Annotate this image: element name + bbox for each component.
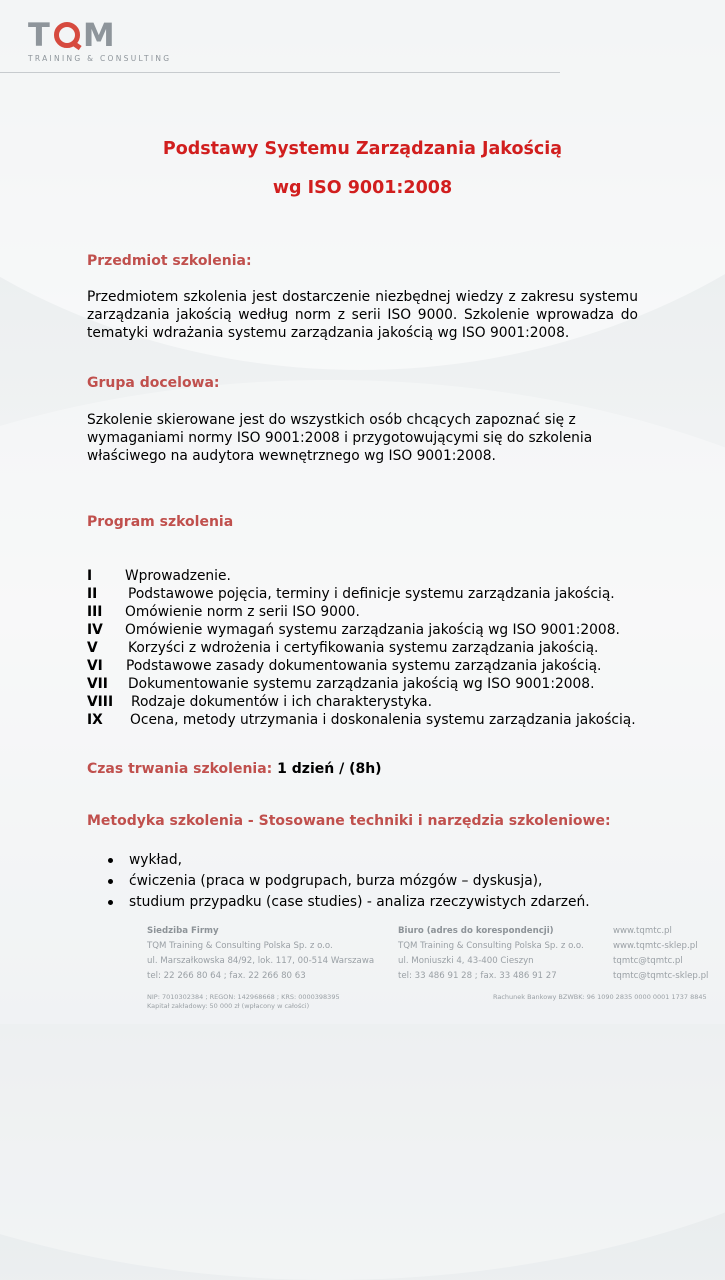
program-item-text: Ocena, metody utrzymania i doskonalenia systemu zarządzania jakością. bbox=[130, 712, 636, 728]
czas-label: Czas trwania szkolenia: bbox=[87, 761, 273, 777]
footer-contacts bbox=[613, 924, 708, 984]
header-divider bbox=[0, 72, 560, 73]
tqm-logo bbox=[28, 18, 171, 63]
program-item bbox=[87, 693, 636, 711]
program-item-number: V bbox=[87, 640, 98, 656]
program-item-text: Podstawowe pojęcia, terminy i definicje systemu zarządzania jakością. bbox=[128, 586, 615, 602]
footer-shop-email-link[interactable]: tqmtc@tqmtc-sklep.pl bbox=[613, 971, 709, 981]
program-item-number: VII bbox=[87, 676, 108, 692]
metodyka-heading: Metodyka szkolenia - Stosowane techniki i narzędzia szkoleniowe: bbox=[87, 813, 611, 829]
logo-q-ring-icon bbox=[54, 22, 80, 48]
program-item bbox=[87, 603, 636, 621]
program-list bbox=[87, 567, 636, 729]
list-item-text: wykład, bbox=[129, 852, 182, 868]
document-title: Podstawy Systemu Zarządzania Jakością bbox=[162, 139, 563, 159]
program-heading: Program szkolenia bbox=[87, 514, 234, 530]
document-subtitle: wg ISO 9001:2008 bbox=[272, 178, 453, 198]
przedmiot-heading: Przedmiot szkolenia: bbox=[87, 253, 252, 269]
footer-capital: Kapitał zakładowy: 50 000 zł (wpłacony w całości) bbox=[147, 1002, 310, 1010]
list-item-text: ćwiczenia (praca w podgrupach, burza mózgów – dyskusja), bbox=[129, 873, 543, 889]
program-item-text: Omówienie norm z serii ISO 9000. bbox=[125, 604, 360, 620]
footer-headquarters bbox=[147, 924, 374, 984]
program-item-number: I bbox=[87, 568, 93, 584]
program-item-text: Wprowadzenie. bbox=[125, 568, 231, 584]
list-item-text: studium przypadku (case studies) - analiza rzeczywistych zdarzeń. bbox=[129, 894, 590, 910]
program-item bbox=[87, 567, 636, 585]
footer-headquarters-heading: Siedziba Firmy bbox=[147, 926, 219, 936]
program-item-text: Rodzaje dokumentów i ich charakterystyka. bbox=[131, 694, 433, 710]
czas-line bbox=[87, 761, 382, 777]
footer-phone: tel: 33 486 91 28 ; fax. 33 486 91 27 bbox=[398, 971, 557, 981]
bullet-icon bbox=[108, 858, 113, 863]
bullet-icon bbox=[108, 879, 113, 884]
footer-registration bbox=[147, 993, 340, 1011]
program-item bbox=[87, 675, 636, 693]
program-item bbox=[87, 585, 636, 603]
footer-bank-account: Rachunek Bankowy BZWBK: 96 1090 2835 0000 0001 1737 8845 bbox=[493, 993, 707, 1001]
przedmiot-text: Przedmiotem szkolenia jest dostarczenie niezbędnej wiedzy z zakresu systemu zarządzania jakością według norm z serii ISO 9000. Szkolenie wprowadza do tematyki wdrażania systemu zarządzania jakością wg ISO 9001:2008. bbox=[87, 289, 638, 341]
grupa-heading: Grupa docelowa: bbox=[87, 375, 220, 391]
program-item bbox=[87, 621, 636, 639]
footer-office bbox=[398, 924, 584, 984]
program-item-text: Korzyści z wdrożenia i certyfikowania systemu zarządzania jakością. bbox=[128, 640, 599, 656]
footer-nip: NIP: 7010302384 ; REGON: 142968668 ; KRS: 0000398395 bbox=[147, 993, 340, 1001]
metodyka-list bbox=[108, 850, 590, 913]
logo-letter-t: T bbox=[28, 16, 51, 54]
program-item-text: Omówienie wymagań systemu zarządzania jakością wg ISO 9001:2008. bbox=[125, 622, 620, 638]
footer-phone: tel: 22 266 80 64 ; fax. 22 266 80 63 bbox=[147, 971, 306, 981]
logo-subtitle: TRAINING & CONSULTING bbox=[28, 54, 172, 63]
grupa-text: Szkolenie skierowane jest do wszystkich osób chcących zapoznać się z wymaganiami normy ISO 9001:2008 i przygotowującymi się do szkolenia właściwego na audytora wewnętrznego wg ISO 9001:2008. bbox=[87, 412, 593, 464]
footer-company-name: TQM Training & Consulting Polska Sp. z o.o. bbox=[398, 941, 584, 951]
footer-address: ul. Moniuszki 4, 43-400 Cieszyn bbox=[398, 956, 534, 966]
bullet-icon bbox=[108, 900, 113, 905]
list-item bbox=[108, 850, 590, 871]
footer bbox=[0, 924, 725, 1024]
program-item-number: IV bbox=[87, 622, 103, 638]
list-item bbox=[108, 871, 590, 892]
footer-address: ul. Marszałkowska 84/92, lok. 117, 00-514 Warszawa bbox=[147, 956, 375, 966]
program-item-number: IX bbox=[87, 712, 103, 728]
program-item-text: Podstawowe zasady dokumentowania systemu zarządzania jakością. bbox=[126, 658, 602, 674]
program-item-number: II bbox=[87, 586, 98, 602]
program-item-text: Dokumentowanie systemu zarządzania jakością wg ISO 9001:2008. bbox=[128, 676, 595, 692]
footer-office-heading: Biuro (adres do korespondencji) bbox=[398, 926, 554, 936]
logo-letter-m: M bbox=[82, 16, 116, 54]
program-item bbox=[87, 639, 636, 657]
program-item bbox=[87, 657, 636, 675]
program-item-number: VI bbox=[87, 658, 103, 674]
footer-email-link[interactable]: tqmtc@tqmtc.pl bbox=[613, 956, 683, 966]
list-item bbox=[108, 892, 590, 913]
program-item bbox=[87, 711, 636, 729]
footer-shop-link[interactable]: www.tqmtc-sklep.pl bbox=[613, 941, 698, 951]
program-item-number: III bbox=[87, 604, 103, 620]
czas-value: 1 dzień / (8h) bbox=[277, 761, 382, 777]
footer-website-link[interactable]: www.tqmtc.pl bbox=[613, 926, 672, 936]
program-item-number: VIII bbox=[87, 694, 114, 710]
footer-company-name: TQM Training & Consulting Polska Sp. z o.o. bbox=[147, 941, 333, 951]
